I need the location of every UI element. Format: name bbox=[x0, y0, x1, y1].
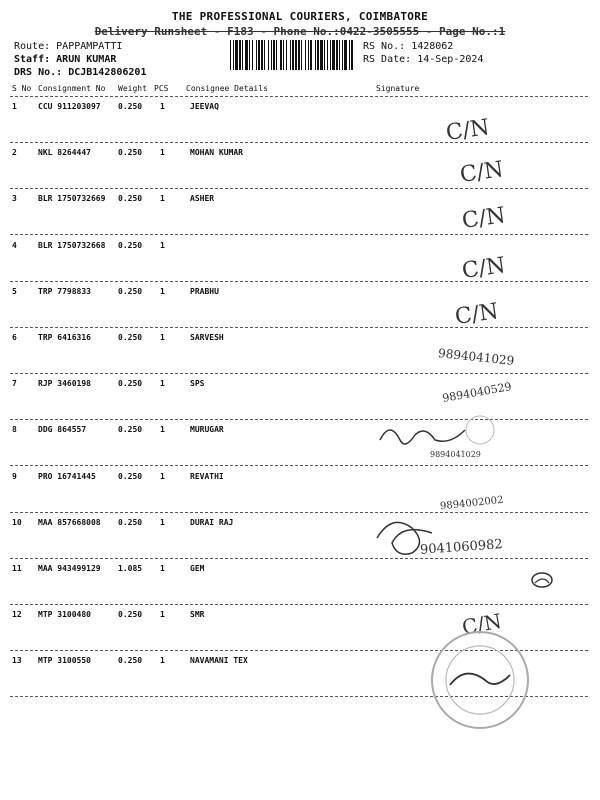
cell-pcs: 1 bbox=[160, 610, 165, 620]
cell-consignee: SMR bbox=[190, 610, 205, 620]
barcode-bar bbox=[290, 40, 291, 70]
barcode-bar bbox=[283, 40, 284, 70]
barcode-bar bbox=[320, 40, 323, 70]
cell-pcs: 1 bbox=[160, 425, 165, 435]
cell-weight: 0.250 bbox=[118, 610, 143, 620]
signature-1: C/N bbox=[444, 115, 492, 146]
barcode-bar bbox=[339, 40, 340, 70]
cell-weight: 0.250 bbox=[118, 471, 143, 481]
rs-date-value: 14-Sep-2024 bbox=[417, 54, 484, 65]
cell-consignment: DDG 864557 bbox=[38, 425, 87, 435]
cell-pcs: 1 bbox=[160, 286, 165, 296]
barcode-bar bbox=[258, 40, 260, 70]
cell-sno: 3 bbox=[12, 194, 17, 204]
barcode-bar bbox=[308, 40, 309, 70]
staff-line bbox=[14, 53, 116, 66]
barcode-bar bbox=[245, 40, 248, 70]
barcode-bar bbox=[230, 40, 231, 70]
cell-sno: 13 bbox=[12, 656, 22, 666]
cell-consignment: TRP 7798833 bbox=[38, 286, 91, 296]
cell-sno: 9 bbox=[12, 471, 17, 481]
cell-consignment: CCU 911203097 bbox=[38, 102, 101, 111]
document-title: THE PROFESSIONAL COURIERS, COIMBATORE bbox=[171, 10, 429, 23]
signature-10-scribble bbox=[372, 508, 462, 558]
barcode bbox=[230, 40, 355, 70]
cell-consignee: SPS bbox=[190, 379, 205, 389]
cell-sno: 2 bbox=[12, 148, 17, 158]
barcode-bar bbox=[252, 40, 253, 70]
rs-no-label: RS No.: bbox=[363, 41, 406, 52]
barcode-bar bbox=[336, 40, 338, 70]
barcode-bar bbox=[295, 40, 297, 70]
signature-2: C/N bbox=[458, 157, 506, 188]
signature-5: C/N bbox=[453, 299, 501, 330]
route-label: Route: bbox=[14, 41, 51, 52]
cell-pcs: 1 bbox=[160, 333, 165, 342]
cell-consignment: MAA 857668008 bbox=[38, 517, 101, 527]
cell-sno: 7 bbox=[12, 379, 17, 389]
route-value: PAPPAMPATTI bbox=[56, 41, 123, 52]
barcode-bar bbox=[317, 40, 319, 70]
route-line bbox=[14, 40, 122, 53]
cell-consignment: TRP 6416316 bbox=[38, 333, 91, 342]
rs-date-label: RS Date: bbox=[363, 54, 412, 65]
signature-11-scribble bbox=[525, 565, 560, 595]
signature-8: 9894041029 bbox=[430, 450, 481, 459]
col-consignee: Consignee Details bbox=[186, 84, 268, 93]
cell-pcs: 1 bbox=[160, 240, 165, 250]
cell-consignee: ASHER bbox=[190, 194, 215, 204]
barcode-bar bbox=[292, 40, 294, 70]
cell-weight: 0.250 bbox=[118, 194, 143, 204]
barcode-bar bbox=[305, 40, 306, 70]
barcode-bar bbox=[235, 40, 238, 70]
cell-pcs: 1 bbox=[160, 471, 165, 481]
cell-consignment: BLR 1750732669 bbox=[38, 194, 106, 204]
cell-pcs: 1 bbox=[160, 379, 165, 389]
cell-pcs: 1 bbox=[160, 656, 165, 666]
barcode-bar bbox=[280, 40, 282, 70]
rubber-stamp bbox=[425, 625, 535, 735]
barcode-bar bbox=[242, 40, 243, 70]
cell-pcs: 1 bbox=[160, 564, 165, 573]
drs-line bbox=[14, 66, 146, 79]
cell-sno: 6 bbox=[12, 333, 17, 342]
cell-pcs: 1 bbox=[160, 194, 165, 204]
cell-sno: 8 bbox=[12, 425, 17, 435]
signature-3: C/N bbox=[460, 203, 508, 234]
cell-sno: 10 bbox=[12, 517, 22, 527]
cell-weight: 0.250 bbox=[118, 286, 143, 296]
staff-label: Staff: bbox=[14, 54, 51, 65]
cell-sno: 11 bbox=[12, 564, 22, 573]
cell-pcs: 1 bbox=[160, 148, 165, 158]
signature-9: 9894002002 bbox=[439, 494, 505, 513]
cell-consignment: PRO 16741445 bbox=[38, 471, 96, 481]
barcode-bar bbox=[276, 40, 277, 70]
cell-weight: 0.250 bbox=[118, 517, 143, 527]
signature-8-scribble bbox=[370, 410, 510, 470]
cell-sno: 5 bbox=[12, 286, 17, 296]
table-row bbox=[10, 281, 588, 328]
col-pcs: PCS bbox=[154, 84, 169, 93]
barcode-bar bbox=[301, 40, 302, 70]
cell-consignee: GEM bbox=[190, 564, 205, 573]
col-sno: S No bbox=[12, 84, 32, 93]
cell-pcs: 1 bbox=[160, 517, 165, 527]
barcode-bar bbox=[268, 40, 269, 70]
barcode-bar bbox=[264, 40, 265, 70]
barcode-bar bbox=[351, 40, 353, 70]
cell-weight: 0.250 bbox=[118, 148, 143, 158]
rs-no-value: 1428062 bbox=[411, 41, 454, 52]
cell-weight: 0.250 bbox=[118, 102, 143, 111]
cell-consignment: MTP 3100550 bbox=[38, 656, 91, 666]
signature-7: 9894040529 bbox=[441, 380, 513, 405]
cell-consignee: NAVAMANI TEX bbox=[190, 656, 248, 666]
barcode-bar bbox=[273, 40, 275, 70]
cell-weight: 1.085 bbox=[118, 564, 143, 573]
barcode-bar bbox=[271, 40, 272, 70]
barcode-bar bbox=[315, 40, 316, 70]
document-subtitle: Delivery Runsheet - F183 - Phone No.:0422-3505555 - Page No.:1 bbox=[94, 25, 506, 38]
cell-sno: 1 bbox=[12, 102, 17, 111]
barcode-bar bbox=[249, 40, 250, 70]
cell-consignee: MOHAN KUMAR bbox=[190, 148, 243, 158]
cell-weight: 0.250 bbox=[118, 656, 143, 666]
barcode-bar bbox=[327, 40, 328, 70]
rs-date-line bbox=[363, 53, 483, 66]
rs-no-line bbox=[363, 40, 453, 53]
cell-consignee: MURUGAR bbox=[190, 425, 224, 435]
cell-consignee: REVATHI bbox=[190, 471, 224, 481]
col-weight: Weight bbox=[118, 84, 147, 93]
barcode-bar bbox=[342, 40, 343, 70]
barcode-bar bbox=[239, 40, 241, 70]
cell-pcs: 1 bbox=[160, 102, 165, 111]
barcode-bar bbox=[256, 40, 257, 70]
barcode-bar bbox=[310, 40, 312, 70]
cell-consignment: RJP 3460198 bbox=[38, 379, 91, 389]
cell-consignment: MAA 943499129 bbox=[38, 564, 101, 573]
cell-weight: 0.250 bbox=[118, 425, 143, 435]
barcode-bar bbox=[332, 40, 335, 70]
cell-consignment: MTP 3100480 bbox=[38, 610, 91, 620]
col-consignment: Consignment No bbox=[38, 84, 106, 93]
signature-4: C/N bbox=[460, 253, 508, 284]
signature-6: 9894041029 bbox=[437, 346, 515, 368]
barcode-bar bbox=[324, 40, 325, 70]
staff-value: ARUN KUMAR bbox=[56, 54, 117, 65]
table-header bbox=[10, 82, 588, 97]
cell-sno: 4 bbox=[12, 240, 17, 250]
col-signature: Signature bbox=[376, 84, 420, 93]
cell-consignment: NKL 8264447 bbox=[38, 148, 91, 158]
cell-consignee: JEEVAQ bbox=[190, 102, 219, 111]
cell-consignee: DURAI RAJ bbox=[190, 517, 234, 527]
table-row bbox=[10, 96, 588, 143]
barcode-bar bbox=[286, 40, 287, 70]
cell-weight: 0.250 bbox=[118, 240, 143, 250]
cell-weight: 0.250 bbox=[118, 333, 143, 342]
signature-12: C/N bbox=[460, 608, 504, 640]
barcode-bar bbox=[298, 40, 300, 70]
signature-10: 9041060982 bbox=[419, 537, 504, 558]
barcode-bar bbox=[349, 40, 350, 70]
cell-sno: 12 bbox=[12, 610, 22, 620]
barcode-bar bbox=[330, 40, 331, 70]
cell-consignee: PRABHU bbox=[190, 286, 219, 296]
table-row bbox=[10, 558, 588, 605]
drs-value: DCJB142806201 bbox=[68, 67, 147, 78]
cell-consignee: SARVESH bbox=[190, 333, 224, 342]
table-row bbox=[10, 327, 588, 374]
barcode-bar bbox=[344, 40, 347, 70]
cell-consignment: BLR 1750732668 bbox=[38, 240, 106, 250]
barcode-bar bbox=[233, 40, 234, 70]
cell-weight: 0.250 bbox=[118, 379, 143, 389]
drs-label: DRS No.: bbox=[14, 67, 63, 78]
barcode-bar bbox=[261, 40, 263, 70]
